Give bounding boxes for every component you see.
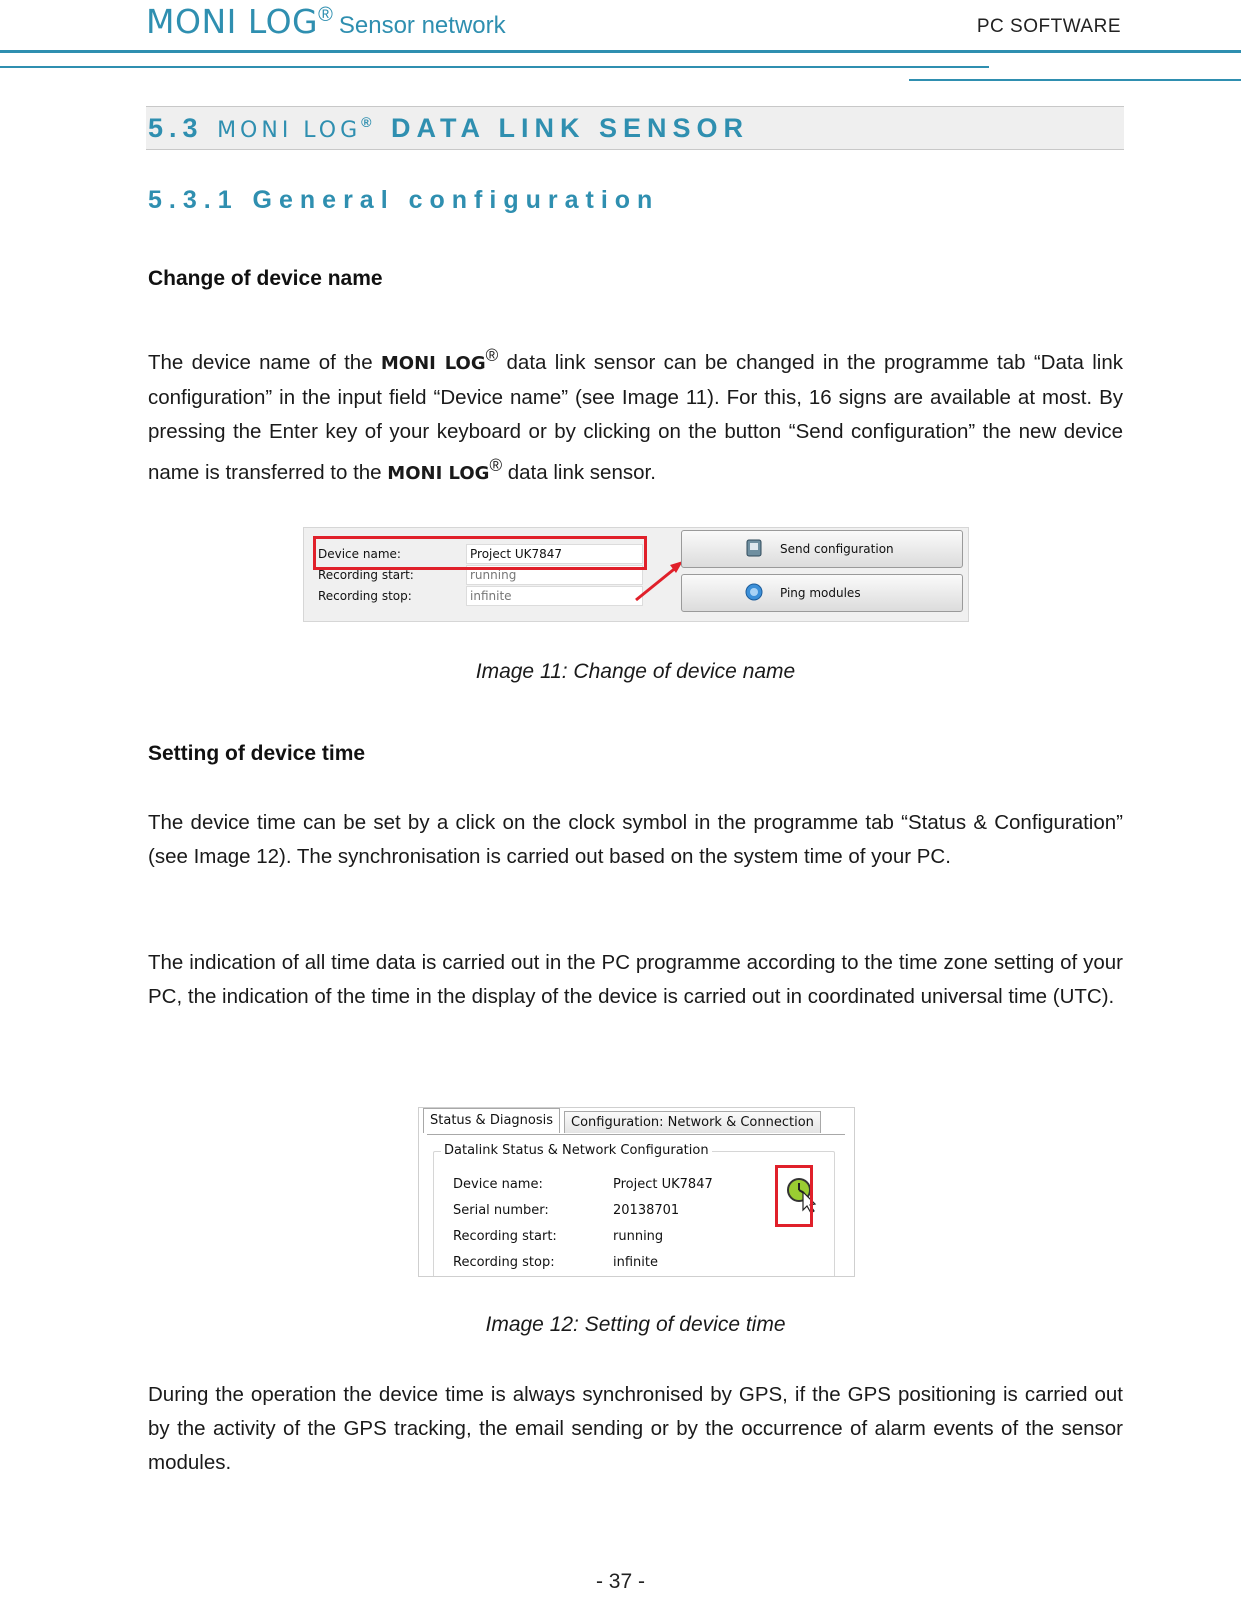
serial-number-value: 20138701	[613, 1203, 680, 1218]
subsection-heading: 5.3.1 General configuration	[148, 186, 660, 214]
change-name-text-2: data link sensor can be changed in the programme tab “Data link configuration” in the input field “Device name” (see Image 11). For this, 16 signs are available at most. By pressing the Enter key of your keyboard or by clicking on the button “Send configuration” the new device name is transferred to the	[148, 350, 1124, 484]
group-title: Datalink Status & Network Configuration	[441, 1143, 712, 1158]
inline-brand: MONI LOG	[380, 352, 486, 374]
send-icon	[744, 538, 764, 558]
section-heading	[148, 113, 749, 144]
send-configuration-button[interactable]	[681, 530, 963, 568]
ping-modules-button[interactable]	[681, 574, 963, 612]
inline-brand-2: MONI LOG	[387, 462, 490, 484]
set-time-paragraph-2: The indication of all time data is carried out in the PC programme according to the time zone setting of your PC, the indication of the time in the display of the device is carried out in coordinated universal time (UTC).	[148, 951, 1123, 1008]
section-title: DATA LINK SENSOR	[390, 113, 749, 143]
section-brand-mark: ®	[361, 114, 378, 130]
serial-number-label: Serial number:	[453, 1203, 549, 1218]
recording-start-field: running	[466, 565, 643, 585]
recording-start-value: running	[613, 1229, 664, 1244]
change-name-heading: Change of device name	[148, 267, 383, 290]
header-rule	[0, 50, 1241, 53]
set-time-paragraph-1: The device time can be set by a click on the clock symbol in the programme tab “Status & Configuration” (see Image 12). The synchronisation is carried out based on the system time of your PC.	[148, 811, 1123, 868]
brand-registered-mark: ®	[318, 4, 333, 26]
section-brand: MONI LOG	[217, 118, 362, 143]
header-brand	[146, 2, 506, 41]
section-heading-box	[146, 106, 1124, 150]
inline-brand-mark-2: ®	[489, 455, 503, 475]
ping-icon	[744, 582, 764, 602]
page-number: - 37 -	[595, 1570, 645, 1593]
device-name-value: Project UK7847	[613, 1177, 713, 1192]
change-name-text-3: data link sensor.	[502, 460, 656, 484]
tab-configuration-network[interactable]: Configuration: Network & Connection	[564, 1111, 821, 1133]
section-number: 5.3	[148, 113, 204, 143]
recording-stop-field: infinite	[466, 586, 643, 606]
recording-stop-label: Recording stop:	[318, 589, 412, 603]
recording-stop-label-2: Recording stop:	[453, 1255, 555, 1270]
device-name-label: Device name:	[318, 547, 401, 561]
image-11-screenshot	[303, 527, 969, 622]
brand-subtitle: Sensor network	[338, 12, 506, 39]
ping-modules-label: Ping modules	[780, 586, 861, 600]
change-name-paragraph	[148, 339, 1123, 491]
image-11-caption: Image 11: Change of device name	[475, 660, 796, 683]
set-time-heading: Setting of device time	[148, 742, 366, 765]
recording-start-label-2: Recording start:	[453, 1229, 557, 1244]
brand-logo: MONI LOG	[146, 2, 319, 41]
send-configuration-label: Send configuration	[780, 542, 894, 556]
image-12-screenshot	[418, 1107, 855, 1277]
change-name-text-1: The device name of the	[148, 350, 381, 374]
device-name-input[interactable]: Project UK7847	[466, 544, 643, 564]
device-name-label-2: Device name:	[453, 1177, 543, 1192]
header-rule-3	[909, 79, 1241, 81]
header-rule-2	[0, 66, 989, 68]
highlight-box-2	[775, 1165, 813, 1227]
gps-paragraph: During the operation the device time is always synchronised by GPS, if the GPS positioning is carried out by the activity of the GPS tracking, the email sending or by the occurrence of alarm events of the sensor modules.	[148, 1383, 1123, 1474]
recording-stop-value: infinite	[613, 1255, 658, 1270]
inline-brand-mark: ®	[485, 346, 499, 365]
image-12-caption: Image 12: Setting of device time	[485, 1313, 786, 1336]
tab-status-diagnosis[interactable]: Status & Diagnosis	[423, 1108, 560, 1133]
recording-start-label: Recording start:	[318, 568, 414, 582]
header-section-label: PC SOFTWARE	[976, 16, 1121, 37]
